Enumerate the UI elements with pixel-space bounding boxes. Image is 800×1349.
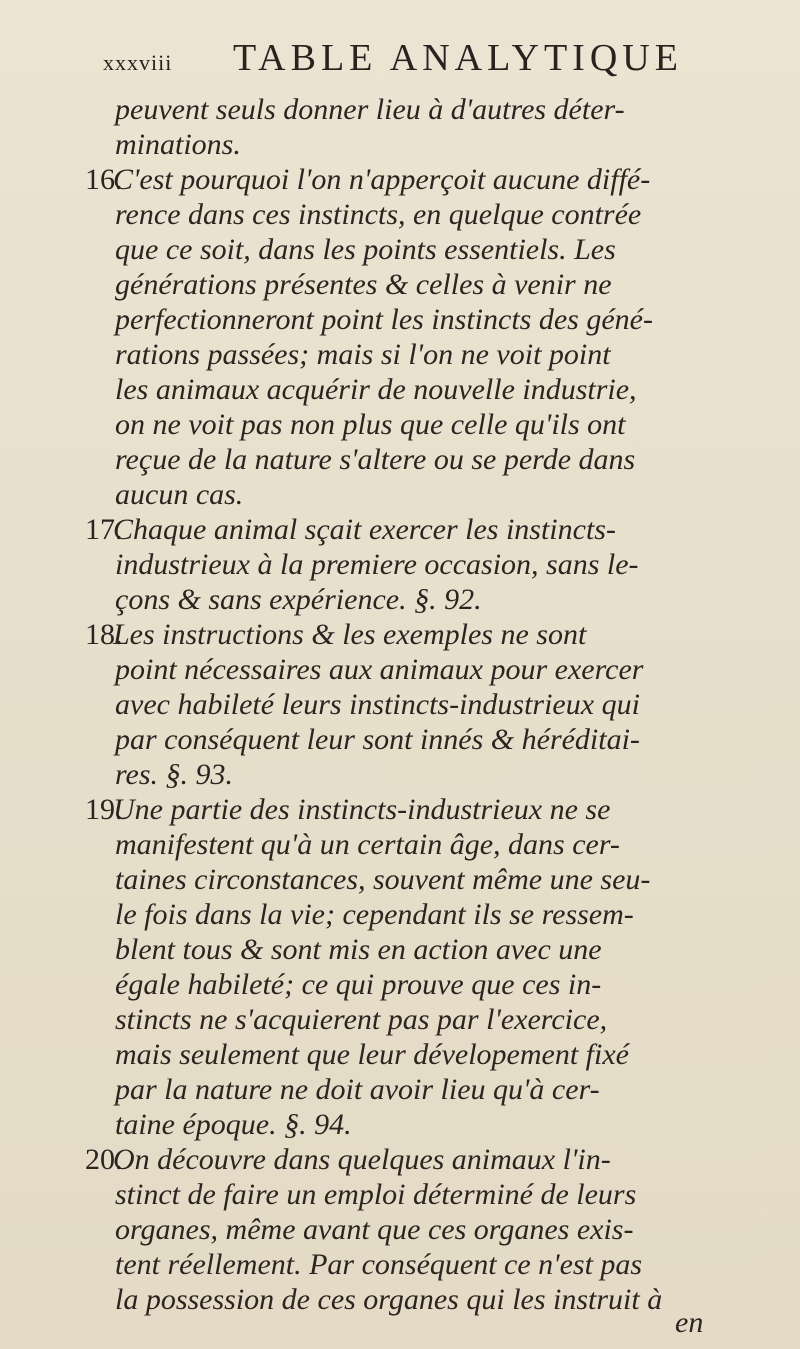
text-line: reçue de la nature s'altere ou se perde dans bbox=[115, 443, 636, 476]
text-line: çons & sans expérience. §. 92. bbox=[115, 583, 482, 616]
text-line: res. §. 93. bbox=[115, 758, 234, 791]
entry-number: 17. bbox=[85, 513, 123, 546]
text-line: Une partie des instincts-industrieux ne se bbox=[113, 793, 611, 826]
running-title: TABLE ANALYTIQUE bbox=[233, 37, 683, 79]
text-line: industrieux à la premiere occasion, sans le- bbox=[115, 548, 639, 581]
text-line: perfectionneront point les instincts des géné- bbox=[115, 303, 653, 336]
text-line: les animaux acquérir de nouvelle industrie, bbox=[115, 373, 637, 406]
text-line: générations présentes & celles à venir ne bbox=[115, 268, 612, 301]
text-line: on ne voit pas non plus que celle qu'ils ont bbox=[115, 408, 626, 441]
text-line: taine époque. §. 94. bbox=[115, 1108, 352, 1141]
text-line: que ce soit, dans les points essentiels. Les bbox=[115, 233, 616, 266]
entry-15-continuation bbox=[115, 92, 715, 162]
text-line: C'est pourquoi l'on n'apperçoit aucune diffé- bbox=[113, 163, 651, 196]
text-line: la possession de ces organes qui les instruit à bbox=[115, 1283, 663, 1316]
text-line: rations passées; mais si l'on ne voit point bbox=[115, 338, 611, 371]
entry-number: 16. bbox=[85, 163, 123, 196]
entry-16 bbox=[85, 162, 715, 512]
body-text bbox=[85, 92, 715, 1317]
text-line: par la nature ne doit avoir lieu qu'à cer- bbox=[115, 1073, 600, 1106]
text-line: égale habileté; ce qui prouve que ces in- bbox=[115, 968, 602, 1001]
page-number: xxxviii bbox=[103, 50, 173, 75]
text-line: rence dans ces instincts, en quelque contrée bbox=[115, 198, 642, 231]
page-header bbox=[103, 36, 703, 79]
text-line: stincts ne s'acquierent pas par l'exercice, bbox=[115, 1003, 608, 1036]
text-line: tent réellement. Par conséquent ce n'est pas bbox=[115, 1248, 643, 1281]
entry-number: 18. bbox=[85, 618, 123, 651]
text-line: point nécessaires aux animaux pour exercer bbox=[115, 653, 644, 686]
text-line: minations. bbox=[115, 128, 241, 161]
text-line: par conséquent leur sont innés & héréditai- bbox=[115, 723, 640, 756]
text-line: Chaque animal sçait exercer les instincts- bbox=[113, 513, 616, 546]
catchword: en bbox=[675, 1306, 704, 1339]
text-line: manifestent qu'à un certain âge, dans cer- bbox=[115, 828, 620, 861]
entry-17 bbox=[85, 512, 715, 617]
text-line: mais seulement que leur dévelopement fixé bbox=[115, 1038, 629, 1071]
text-line: blent tous & sont mis en action avec une bbox=[115, 933, 602, 966]
text-line: avec habileté leurs instincts-industrieux qui bbox=[115, 688, 640, 721]
text-line: Les instructions & les exemples ne sont bbox=[113, 618, 587, 651]
entry-number: 19. bbox=[85, 793, 123, 826]
entry-19 bbox=[85, 792, 715, 1142]
text-line: stinct de faire un emploi déterminé de leurs bbox=[115, 1178, 637, 1211]
entry-20 bbox=[85, 1142, 715, 1317]
text-line: aucun cas. bbox=[115, 478, 244, 511]
text-line: On découvre dans quelques animaux l'in- bbox=[113, 1143, 611, 1176]
entry-number: 20. bbox=[85, 1143, 123, 1176]
text-line: taines circonstances, souvent même une seu- bbox=[115, 863, 651, 896]
text-line: peuvent seuls donner lieu à d'autres déter- bbox=[115, 93, 625, 126]
text-line: le fois dans la vie; cependant ils se ressem- bbox=[115, 898, 634, 931]
text-line: organes, même avant que ces organes exis- bbox=[115, 1213, 634, 1246]
entry-18 bbox=[85, 617, 715, 792]
